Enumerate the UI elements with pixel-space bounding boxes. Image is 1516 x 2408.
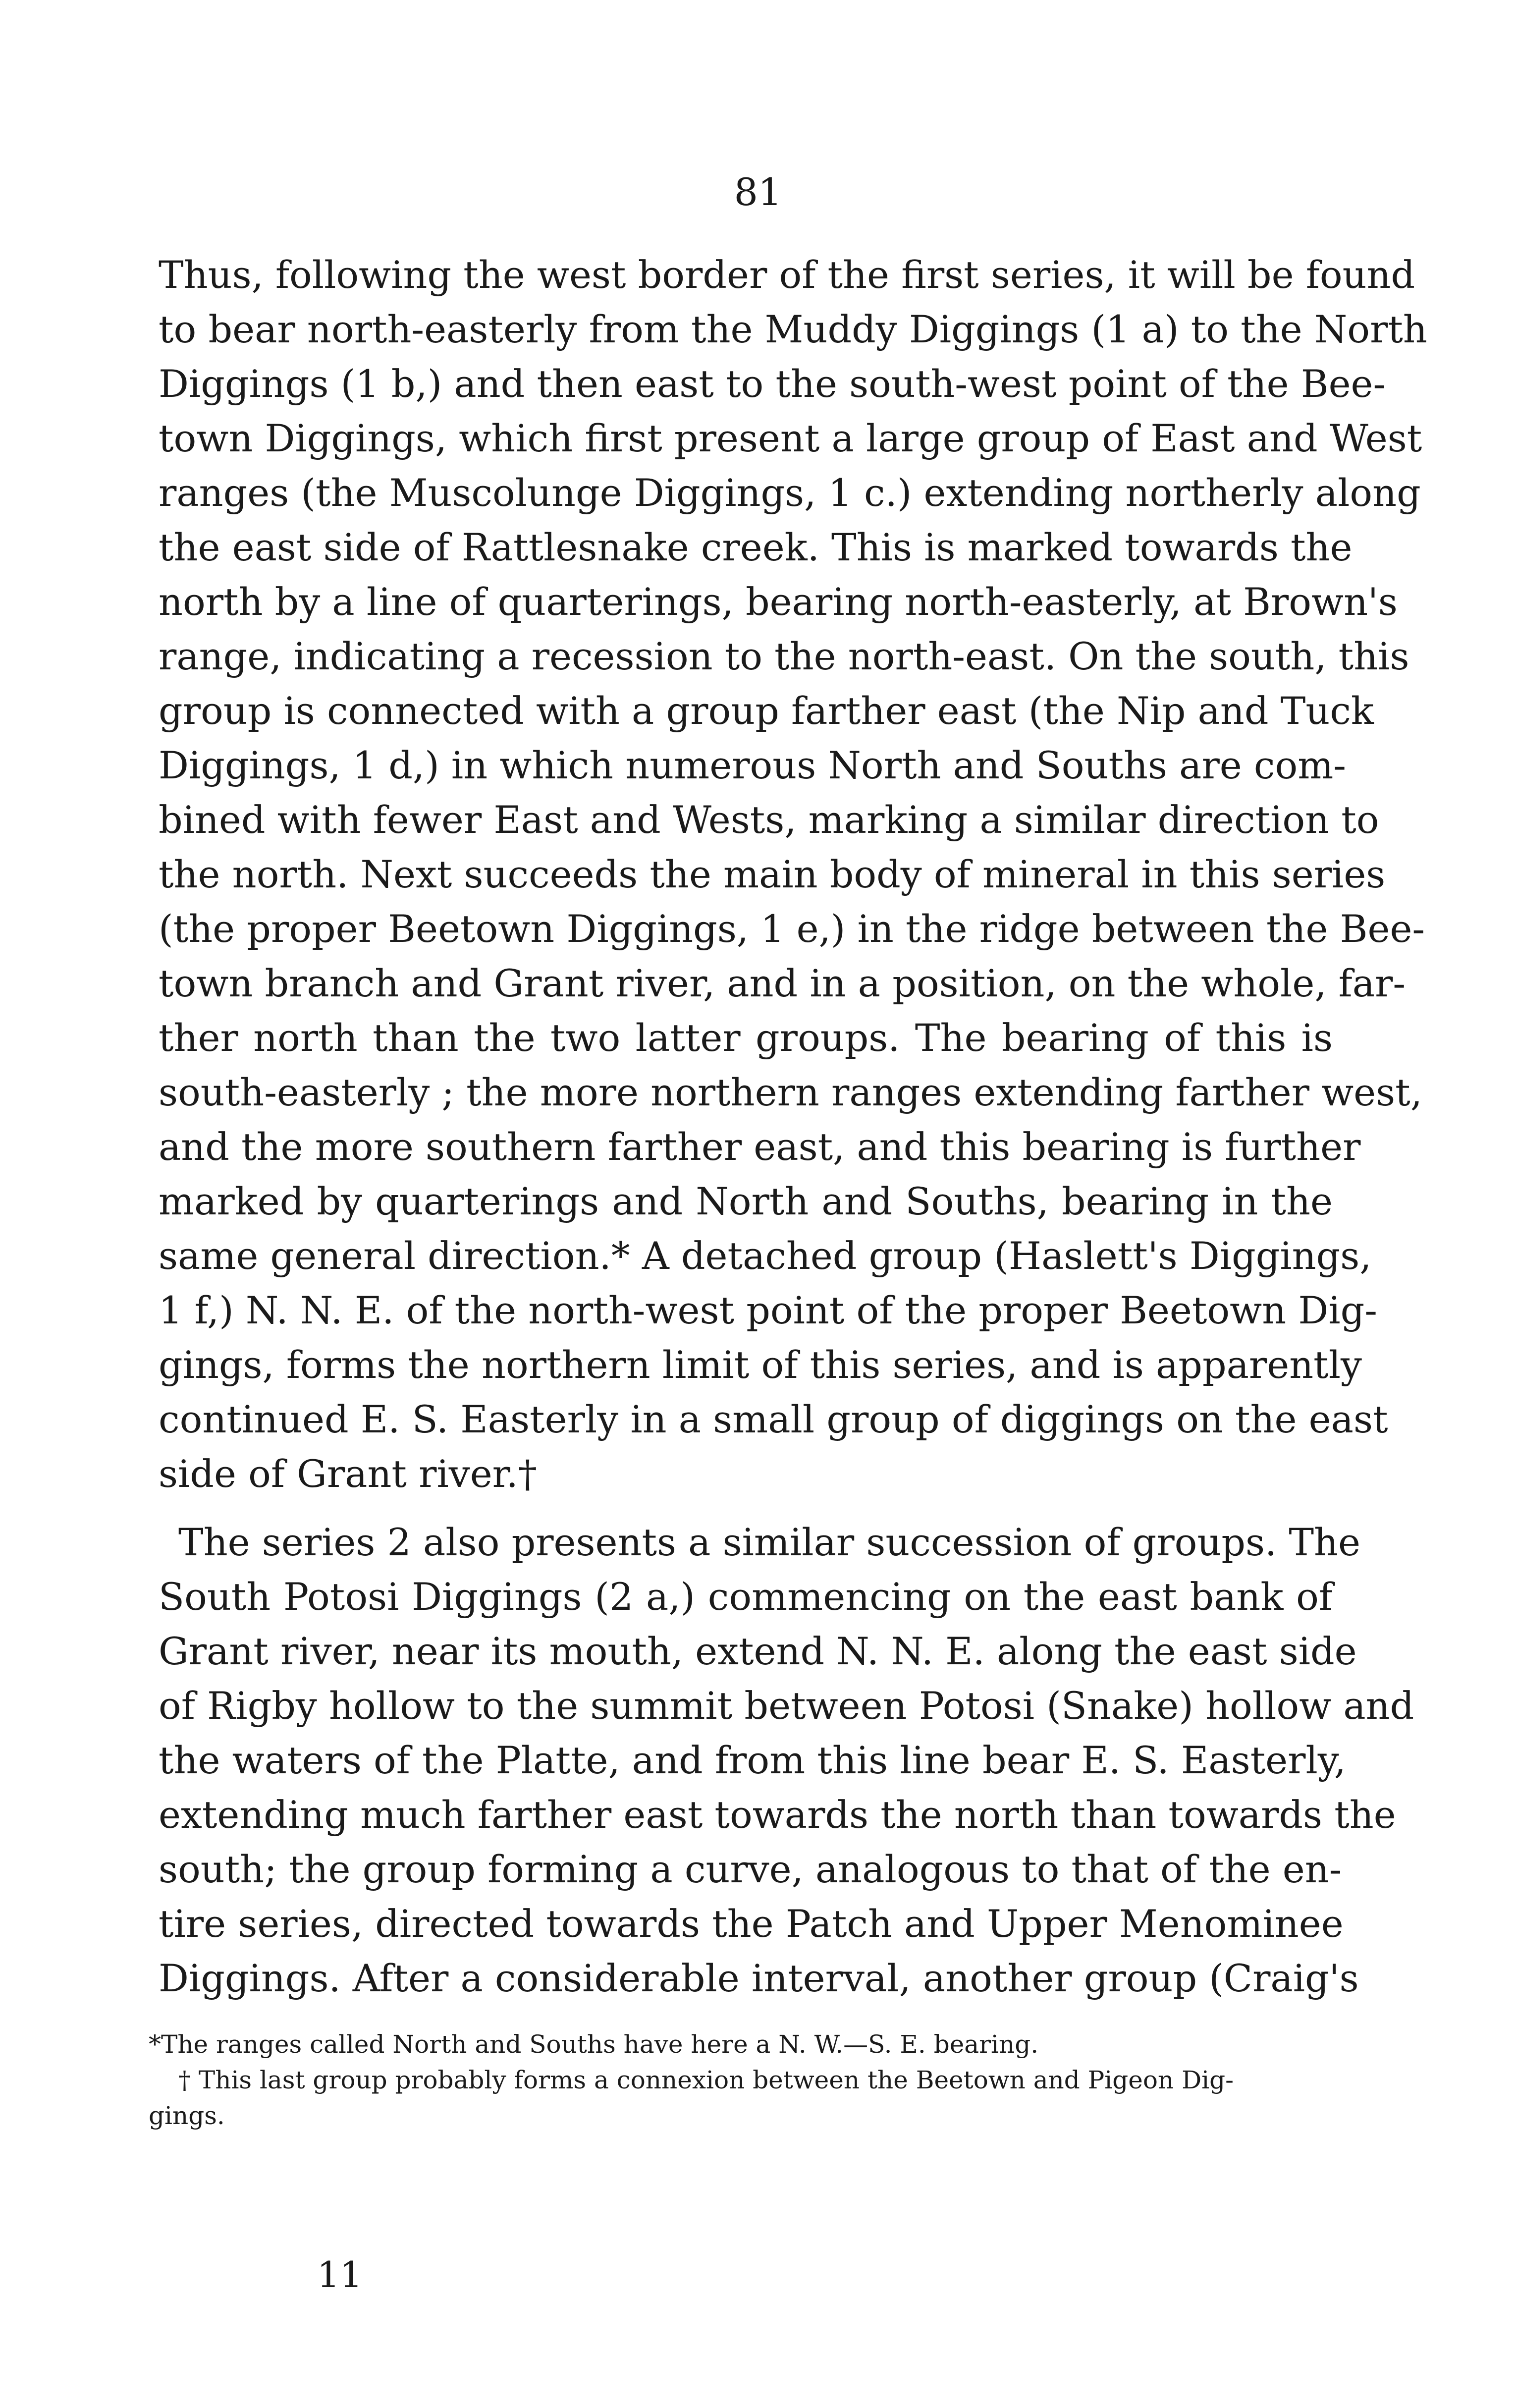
text-line: north by a line of quarterings, bearing north-easterly, at Brown's <box>159 580 1398 624</box>
paragraph-2 <box>159 1515 1414 2006</box>
text-line: to bear north-easterly from the Muddy Diggings (1 a) to the North <box>159 307 1427 351</box>
paragraph-spacer <box>159 1501 1333 1515</box>
text-line: the north. Next succeeds the main body of mineral in this series <box>159 852 1386 896</box>
text-line: The series 2 also presents a similar succession of groups. The <box>178 1520 1360 1564</box>
text-line: south; the group forming a curve, analogous to that of the en- <box>159 1847 1342 1891</box>
footnote-2: † This last group probably forms a connexion between the Beetown and Pigeon Dig- <box>178 2066 1234 2094</box>
text-line: ranges (the Muscolunge Diggings, 1 c.) extending northerly along <box>159 471 1421 515</box>
text-line: extending much farther east towards the north than towards the <box>159 1793 1396 1837</box>
signature-mark: 11 <box>317 2254 363 2296</box>
text-line: and the more southern farther east, and this bearing is further <box>159 1125 1361 1169</box>
page-number: 81 <box>734 170 782 214</box>
text-line: Thus, following the west border of the first series, it will be found <box>159 253 1415 297</box>
text-line: South Potosi Diggings (2 a,) commencing on the east bank of <box>159 1575 1333 1619</box>
text-line: side of Grant river.† <box>159 1452 537 1496</box>
text-line: group is connected with a group farther east (the Nip and Tuck <box>159 689 1374 733</box>
footnotes <box>149 2026 1338 2134</box>
text-line: the waters of the Platte, and from this line bear E. S. Easterly, <box>159 1738 1346 1782</box>
text-line: (the proper Beetown Diggings, 1 e,) in the ridge between the Bee- <box>159 907 1425 951</box>
text-line: ther north than the two latter groups. The bearing of this is <box>159 1016 1333 1060</box>
text-line: town branch and Grant river, and in a position, on the whole, far- <box>159 961 1406 1005</box>
text-line: Diggings, 1 d,) in which numerous North and Souths are com- <box>159 743 1346 787</box>
text-line: the east side of Rattlesnake creek. This is marked towards the <box>159 525 1353 569</box>
text-line: south-easterly ; the more northern ranges extending farther west, <box>159 1070 1422 1114</box>
footnote-2-continuation: gings. <box>149 2101 225 2130</box>
text-line: same general direction.* A detached group (Haslett's Diggings, <box>159 1234 1372 1278</box>
footnote-1: *The ranges called North and Souths have here a N. W.—S. E. bearing. <box>149 2030 1039 2059</box>
text-line: tire series, directed towards the Patch and Upper Menominee <box>159 1902 1344 1946</box>
text-line: Grant river, near its mouth, extend N. N. E. along the east side <box>159 1629 1357 1673</box>
text-line: bined with fewer East and Wests, marking a similar direction to <box>159 798 1379 842</box>
text-line: marked by quarterings and North and Souths, bearing in the <box>159 1179 1333 1223</box>
text-line: 1 f,) N. N. E. of the north-west point of the proper Beetown Dig- <box>159 1288 1377 1332</box>
text-line: town Diggings, which first present a large group of East and West <box>159 416 1422 460</box>
body-text <box>159 248 1427 2006</box>
text-line: Diggings (1 b,) and then east to the south-west point of the Bee- <box>159 362 1386 406</box>
text-line: Diggings. After a considerable interval, another group (Craig's <box>159 1956 1359 2000</box>
text-line: continued E. S. Easterly in a small group of diggings on the east <box>159 1397 1388 1441</box>
paragraph-1 <box>159 248 1427 1501</box>
text-line: of Rigby hollow to the summit between Potosi (Snake) hollow and <box>159 1684 1414 1728</box>
text-line: range, indicating a recession to the north-east. On the south, this <box>159 634 1409 678</box>
text-line: gings, forms the northern limit of this series, and is apparently <box>159 1343 1362 1387</box>
